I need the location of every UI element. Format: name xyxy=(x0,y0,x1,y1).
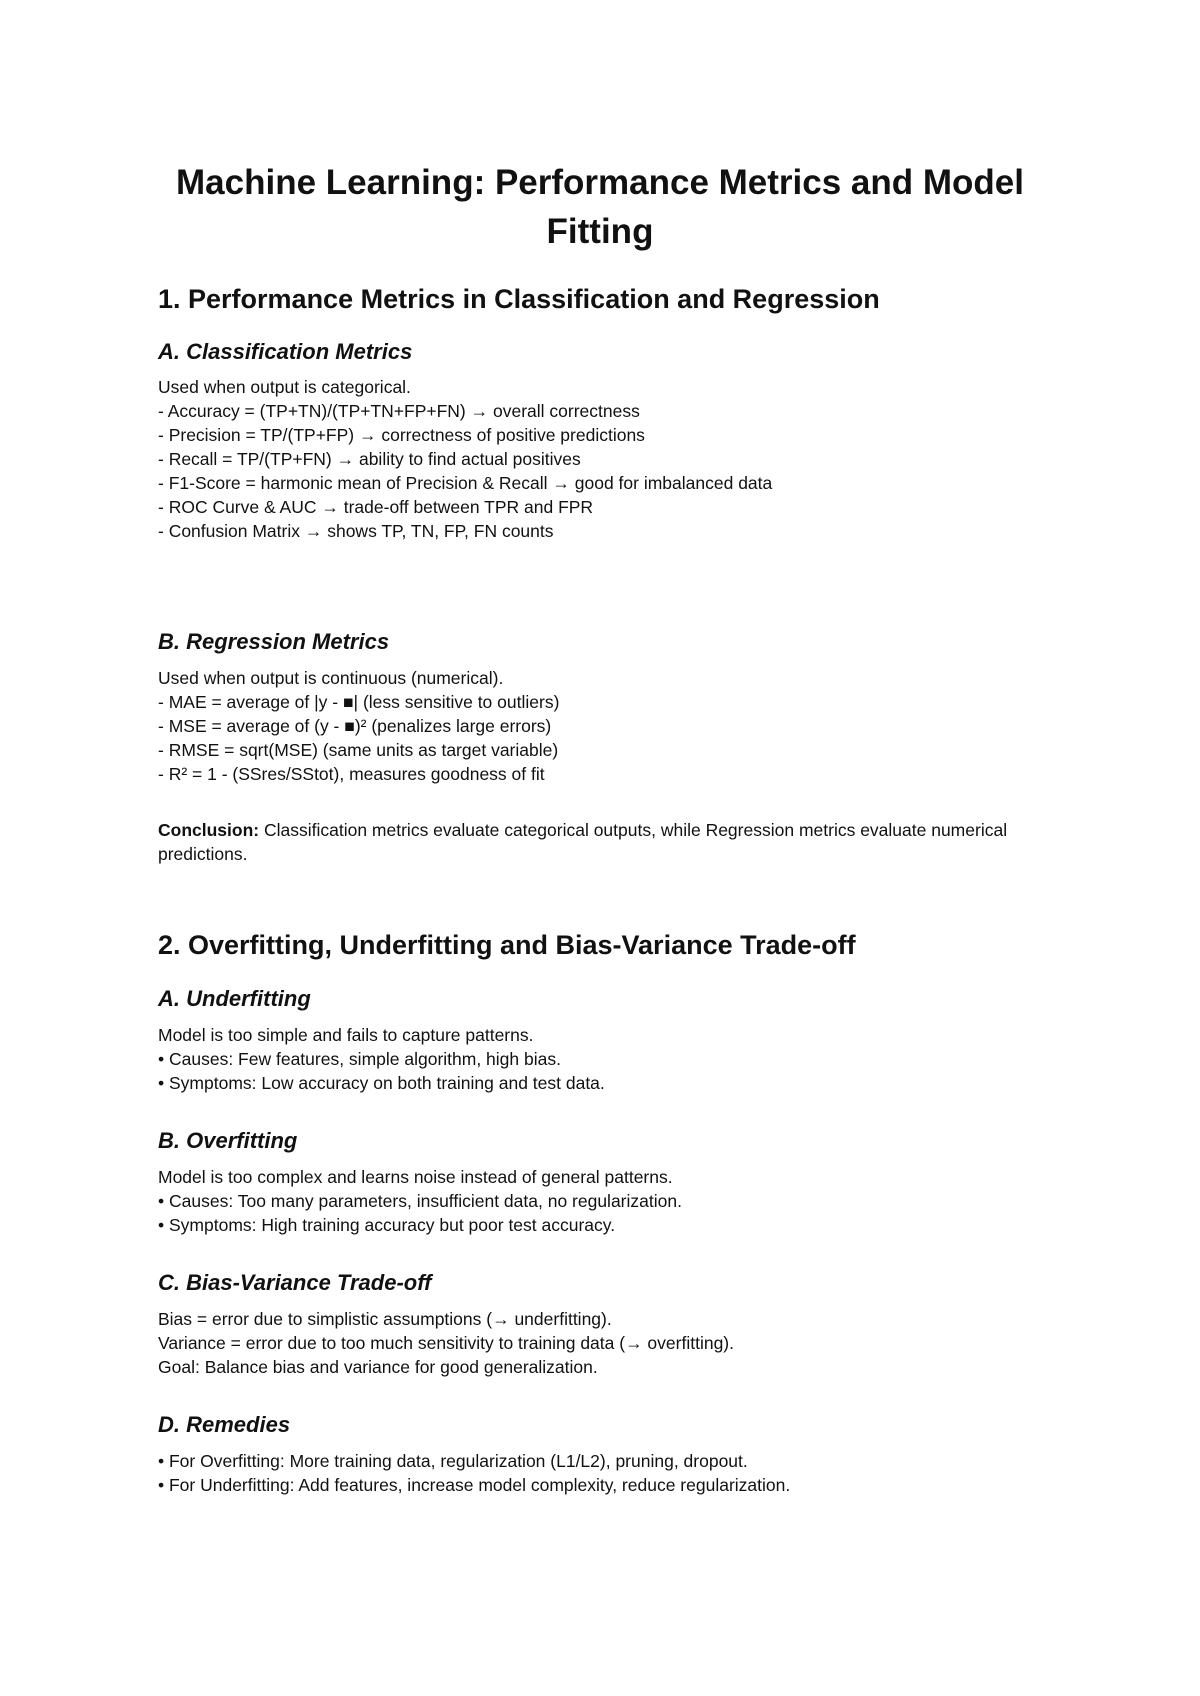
tradeoff-line: Bias = error due to simplistic assumptions (→ underfitting). xyxy=(158,1309,612,1329)
classification-line: Used when output is categorical. xyxy=(158,377,411,397)
underfitting-line: Model is too simple and fails to capture patterns. xyxy=(158,1025,534,1045)
regression-line: - R² = 1 - (SSres/SStot), measures goodness of fit xyxy=(158,764,545,784)
regression-line: - RMSE = sqrt(MSE) (same units as target variable) xyxy=(158,740,559,760)
regression-metrics-heading: B. Regression Metrics xyxy=(158,629,390,654)
section-1-heading: 1. Performance Metrics in Classification and Regression xyxy=(158,284,880,314)
regression-line: Used when output is continuous (numerical). xyxy=(158,668,504,688)
classification-line: - ROC Curve & AUC → trade-off between TPR and FPR xyxy=(158,497,594,517)
regression-line: - MAE = average of |y - ■| (less sensitive to outliers) xyxy=(158,692,560,712)
tradeoff-line: Variance = error due to too much sensitivity to training data (→ overfitting). xyxy=(158,1333,734,1353)
classification-line: - Confusion Matrix → shows TP, TN, FP, FN counts xyxy=(158,521,554,541)
classification-line: - Precision = TP/(TP+FP) → correctness of positive predictions xyxy=(158,425,645,445)
overfitting-line: • Symptoms: High training accuracy but poor test accuracy. xyxy=(158,1215,616,1235)
classification-metrics-heading: A. Classification Metrics xyxy=(158,339,413,364)
conclusion-text: Classification metrics evaluate categorical outputs, while Regression metrics evaluate numerical predictions. xyxy=(158,820,1008,864)
regression-line: - MSE = average of (y - ■)² (penalizes large errors) xyxy=(158,716,552,736)
remedies-heading: D. Remedies xyxy=(158,1412,291,1437)
conclusion-paragraph xyxy=(158,818,1078,866)
underfitting-line: • Causes: Few features, simple algorithm, high bias. xyxy=(158,1049,561,1069)
remedies-body xyxy=(158,1449,1078,1497)
overfitting-line: • Causes: Too many parameters, insufficient data, no regularization. xyxy=(158,1191,682,1211)
conclusion-label: Conclusion: xyxy=(158,820,260,840)
classification-line: - Accuracy = (TP+TN)/(TP+TN+FP+FN) → overall correctness xyxy=(158,401,640,421)
tradeoff-line: Goal: Balance bias and variance for good generalization. xyxy=(158,1357,598,1377)
underfitting-line: • Symptoms: Low accuracy on both training and test data. xyxy=(158,1073,605,1093)
regression-metrics-body xyxy=(158,666,1078,786)
overfitting-body xyxy=(158,1165,1078,1237)
classification-line: - Recall = TP/(TP+FN) → ability to find actual positives xyxy=(158,449,581,469)
classification-metrics-body xyxy=(158,375,1078,543)
section-2-heading: 2. Overfitting, Underfitting and Bias-Variance Trade-off xyxy=(158,930,856,960)
overfitting-heading: B. Overfitting xyxy=(158,1128,298,1153)
bias-variance-body xyxy=(158,1307,1078,1379)
document-title: Machine Learning: Performance Metrics and Model Fitting xyxy=(176,163,1024,251)
classification-line: - F1-Score = harmonic mean of Precision & Recall → good for imbalanced data xyxy=(158,473,773,493)
bias-variance-heading: C. Bias-Variance Trade-off xyxy=(158,1270,432,1295)
remedies-line: • For Overfitting: More training data, regularization (L1/L2), pruning, dropout. xyxy=(158,1451,748,1471)
underfitting-heading: A. Underfitting xyxy=(158,986,311,1011)
remedies-line: • For Underfitting: Add features, increase model complexity, reduce regularization. xyxy=(158,1475,791,1495)
underfitting-body xyxy=(158,1023,1078,1095)
overfitting-line: Model is too complex and learns noise instead of general patterns. xyxy=(158,1167,673,1187)
